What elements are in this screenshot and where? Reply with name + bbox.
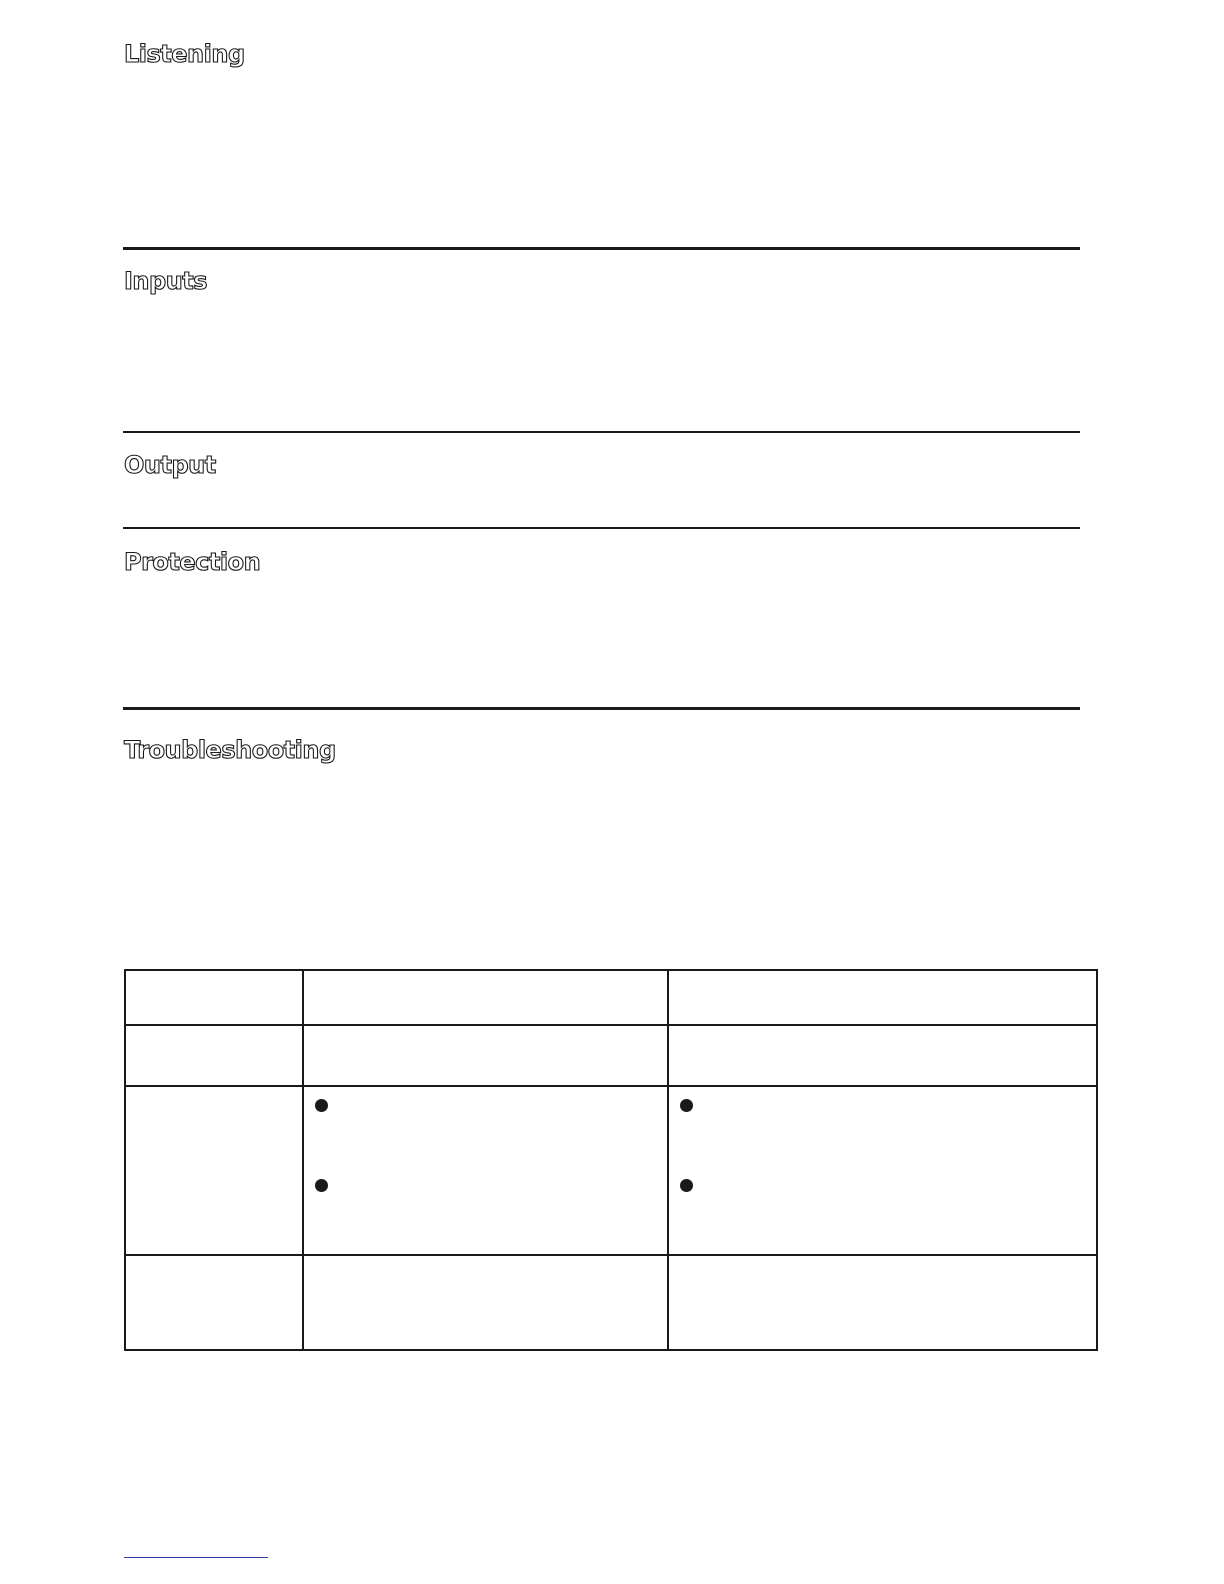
- section-divider: [123, 247, 1080, 250]
- heading-listening: Listening: [124, 40, 245, 68]
- table-row: [125, 1025, 1097, 1086]
- table-cell: [668, 1255, 1097, 1350]
- table-cell: [668, 1025, 1097, 1086]
- list-item: [679, 1167, 1086, 1247]
- bullet-dot-icon: [315, 1179, 328, 1192]
- table-header-row: [125, 970, 1097, 1025]
- heading-inputs: Inputs: [124, 267, 208, 295]
- list-item: [314, 1087, 657, 1167]
- bullet-list: [679, 1087, 1086, 1247]
- table-cell: [668, 970, 1097, 1025]
- heading-protection: Protection: [124, 548, 261, 576]
- table-row: [125, 1086, 1097, 1255]
- table-cell: [125, 1025, 303, 1086]
- table-row: [125, 1255, 1097, 1350]
- bullet-dot-icon: [315, 1099, 328, 1112]
- section-divider: [123, 707, 1080, 710]
- heading-output: Output: [124, 451, 216, 479]
- footer-link-underline[interactable]: [124, 1557, 268, 1558]
- bullet-list: [314, 1087, 657, 1247]
- troubleshooting-table: [124, 969, 1098, 1351]
- table-cell: [303, 1025, 668, 1086]
- list-item: [679, 1087, 1086, 1167]
- section-divider: [123, 431, 1080, 433]
- table-cell: [125, 1255, 303, 1350]
- table-cell: [125, 970, 303, 1025]
- table-cell: [125, 1086, 303, 1255]
- table-cell: [303, 970, 668, 1025]
- bullet-dot-icon: [680, 1099, 693, 1112]
- table-cell: [303, 1255, 668, 1350]
- list-item: [314, 1167, 657, 1247]
- section-divider: [123, 527, 1080, 529]
- table-cell: [303, 1086, 668, 1255]
- bullet-dot-icon: [680, 1179, 693, 1192]
- heading-troubleshooting: Troubleshooting: [124, 736, 336, 764]
- table-cell: [668, 1086, 1097, 1255]
